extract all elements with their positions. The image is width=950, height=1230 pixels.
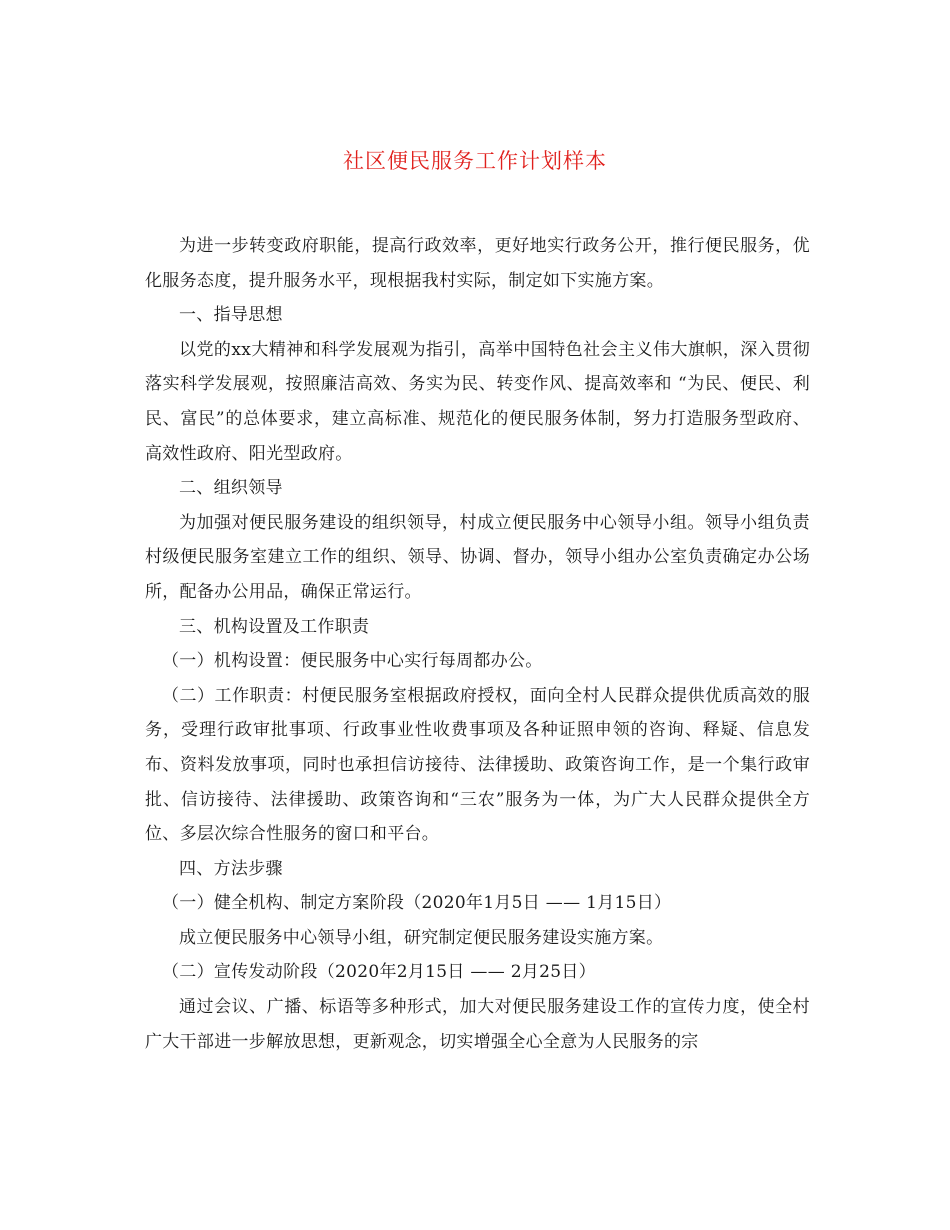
section-heading-organization: 二、组织领导: [179, 478, 283, 499]
intro-paragraph: 为进一步转变政府职能，提高行政效率，更好地实行政务公开，推行便民服务，优化服务态度，提升服务水平，现根据我村实际，制定如下实施方案。: [145, 236, 810, 291]
step-two-heading: （二）宣传发动阶段（2020年2月15日 —— 2月25日）: [162, 962, 596, 983]
step-two-paragraph: 通过会议、广播、标语等多种形式，加大对便民服务建设工作的宣传力度，使全村广大干部进一步解放思想，更新观念，切实增强全心全意为人民服务的宗: [145, 997, 810, 1052]
section-heading-methods: 四、方法步骤: [179, 858, 283, 879]
document-body: [145, 229, 810, 1059]
step-one-heading: （一）健全机构、制定方案阶段（2020年1月5日 —— 1月15日）: [162, 893, 672, 914]
section-heading-guiding-ideology: 一、指导思想: [179, 305, 283, 326]
organization-paragraph: 为加强对便民服务建设的组织领导，村成立便民服务中心领导小组。领导小组负责村级便民服务室建立工作的组织、领导、协调、督办，领导小组办公室负责确定办公场所，配备办公用品，确保正常运行。: [145, 512, 810, 602]
document-title: 社区便民服务工作计划样本: [343, 149, 607, 173]
structure-paragraph: （一）机构设置：便民服务中心实行每周都办公。: [162, 651, 543, 672]
section-heading-structure-duties: 三、机构设置及工作职责: [179, 616, 370, 637]
guiding-ideology-paragraph: 以党的xx大精神和科学发展观为指引，高举中国特色社会主义伟大旗帜，深入贯彻落实科学发展观，按照廉洁高效、务实为民、转变作风、提高效率和 “为民、便民、利民、富民”的总体要求，建立高标准、规范化的便民服务体制，努力打造服务型政府、高效性政府、阳光型政府。: [145, 339, 810, 464]
duties-paragraph: （二）工作职责：村便民服务室根据政府授权，面向全村人民群众提供优质高效的服务，受理行政审批事项、行政事业性收费事项及各种证照申领的咨询、释疑、信息发布、资料发放事项，同时也承担信访接待、法律援助、政策咨询工作，是一个集行政审批、信访接待、法律援助、政策咨询和“三农”服务为一体，为广大人民群众提供全方位、多层次综合性服务的窗口和平台。: [145, 685, 810, 845]
step-one-paragraph: 成立便民服务中心领导小组，研究制定便民服务建设实施方案。: [179, 927, 664, 948]
